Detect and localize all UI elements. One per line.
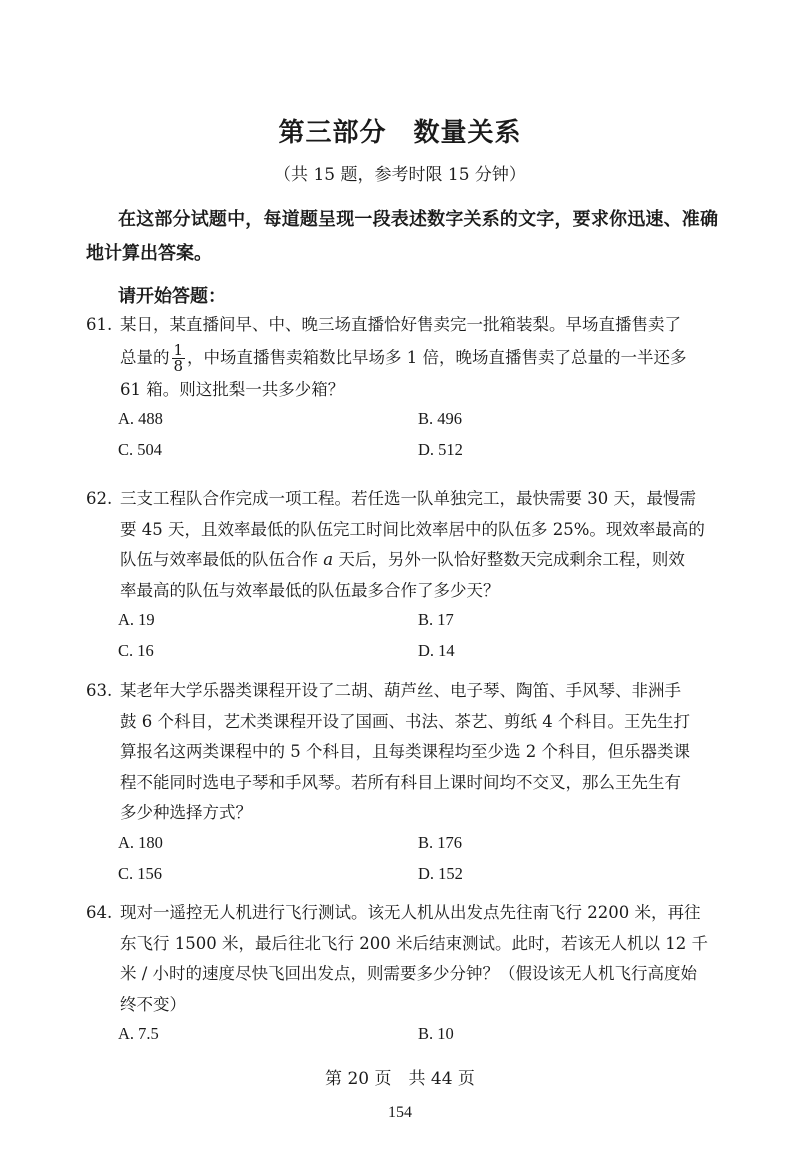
options (86, 610, 718, 672)
question-text: 算报名这两类课程中的 5 个科目，且每类课程均至少选 2 个科目，但乐器类课 (120, 742, 690, 761)
option-b: B. 176 (418, 832, 463, 852)
options (86, 409, 718, 471)
option-a: A. 488 (118, 409, 163, 428)
question-63 (86, 676, 718, 895)
question-61 (86, 310, 718, 471)
question-text: 程不能同时选电子琴和手风琴。若所有科目上课时间均不交叉，那么王先生有 (120, 772, 681, 792)
question-text: 多少种选择方式？ (120, 803, 252, 822)
option-a: A. 7.5 (118, 1024, 159, 1043)
section-title: 第三部分 数量关系 (278, 118, 522, 148)
question-number: 64. (86, 903, 113, 922)
option-d: D. 14 (418, 641, 455, 660)
option-c: C. 504 (118, 440, 163, 459)
question-text: 天后，另外一队恰好整数天完成剩余工程，则效 (333, 550, 685, 569)
question-text: 三支工程队合作完成一项工程。若任选一队单独完工，最快需要 30 天，最慢需 (120, 489, 696, 508)
page-footer: 第 20 页 共 44 页 (325, 1069, 475, 1089)
option-a: A. 19 (118, 610, 155, 629)
question-text: 米 / 小时的速度尽快飞回出发点，则需要多少分钟？（假设该无人机飞行高度始 (120, 964, 698, 983)
fraction-numerator: 1 (173, 340, 184, 359)
question-number: 63. (86, 681, 113, 700)
question-text: 鼓 6 个科目，艺术类课程开设了国画、书法、茶艺、剪纸 4 个科目。王先生打 (120, 711, 690, 731)
fraction (172, 340, 186, 375)
options (86, 833, 718, 895)
option-b: B. 496 (418, 409, 463, 428)
fraction-denominator: 8 (173, 356, 184, 375)
section-subtitle: （共 15 题，参考时限 15 分钟） (274, 165, 526, 185)
question-text: 某日，某直播间早、中、晚三场直播恰好售卖完一批箱装梨。早场直播售卖了 (120, 315, 681, 334)
question-text: 东飞行 1500 米，最后往北飞行 200 米后结束测试。此时，若该无人机以 12 千 (120, 933, 708, 953)
variable-a: a (323, 550, 334, 569)
option-d: D. 512 (418, 440, 463, 459)
start-prompt: 请开始答题： (118, 286, 226, 307)
question-text: 61 箱。则这批梨一共多少箱？ (120, 379, 345, 399)
question-text: 总量的 (120, 347, 170, 367)
page-number: 154 (388, 1104, 412, 1121)
option-d: D. 152 (418, 863, 463, 883)
question-text: 队伍与效率最低的队伍合作 (120, 550, 324, 569)
option-c: C. 156 (118, 863, 163, 883)
options (86, 1024, 718, 1054)
question-62 (86, 484, 718, 672)
question-64 (86, 898, 718, 1054)
question-text: 要 45 天，且效率最低的队伍完工时间比效率居中的队伍多 25%。现效率最高的 (120, 519, 705, 539)
question-number: 61. (86, 315, 113, 334)
question-text: 率最高的队伍与效率最低的队伍最多合作了多少天？ (120, 580, 500, 600)
question-text: 终不变） (120, 994, 186, 1014)
option-b: B. 17 (418, 610, 454, 629)
question-text: ，中场直播售卖箱数比早场多 1 倍，晚场直播售卖了总量的一半还多 (187, 347, 687, 367)
section-intro: 在这部分试题中，每道题呈现一段表述数字关系的文字，要求你迅速、准确地计算出答案。 (86, 209, 718, 264)
option-b: B. 10 (418, 1024, 454, 1043)
question-text: 某老年大学乐器类课程开设了二胡、葫芦丝、电子琴、陶笛、手风琴、非洲手 (120, 681, 681, 700)
option-c: C. 16 (118, 641, 154, 660)
question-text: 现对一遥控无人机进行飞行测试。该无人机从出发点先往南飞行 2200 米，再往 (120, 903, 701, 922)
question-number: 62. (86, 489, 113, 508)
option-a: A. 180 (118, 832, 163, 852)
